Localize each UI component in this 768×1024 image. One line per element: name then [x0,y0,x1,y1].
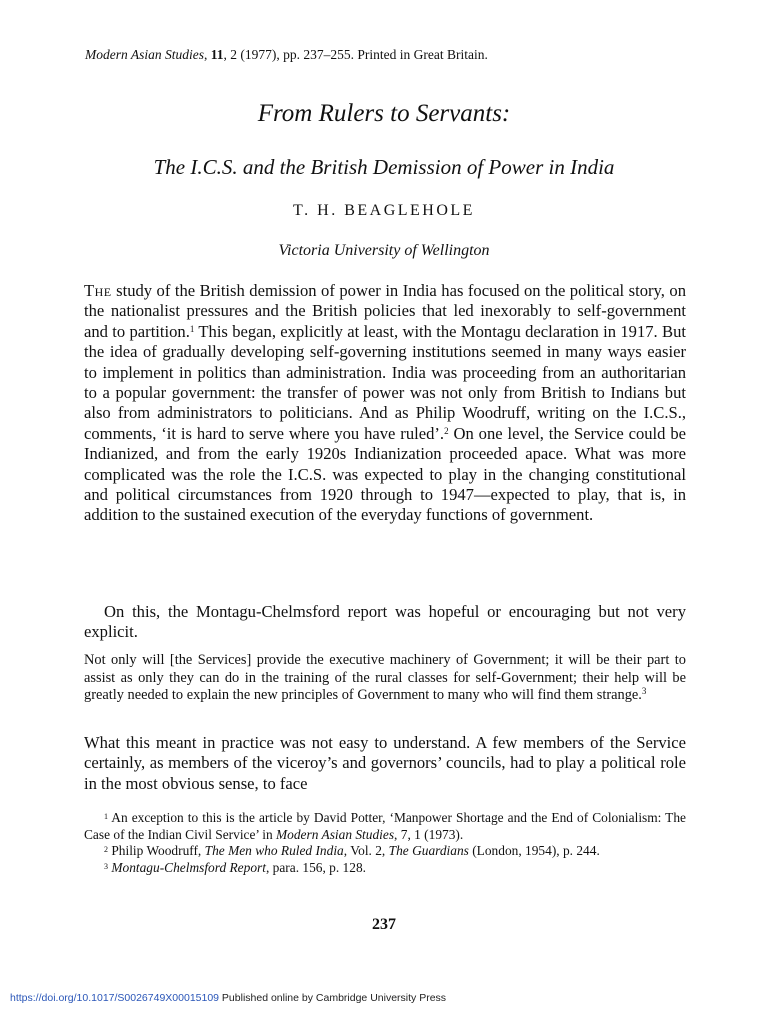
body-text: What this meant in practice was not easy to understand. A few members of the Service certainly, as members of the viceroy’s and governors’ councils, had to play a political role in the most obvious sense, to face [84,733,686,793]
footnote-italic: Modern Asian Studies [276,826,395,842]
footnote-ref-1[interactable]: 1 [189,323,195,334]
footnote-text: , Vol. 2, [343,843,389,859]
footnote-ref-3[interactable]: 3 [641,686,647,697]
body-paragraph-3 [84,733,686,794]
journal-issue-pages: , 2 (1977), pp. 237–255. Printed in Great Britain. [223,47,488,62]
article-author: T. H. BEAGLEHOLE [293,202,475,219]
footnote-italic: The Guardians [388,843,469,859]
footnote-text: Philip Woodruff, [108,843,205,859]
body-paragraph-2 [84,602,686,643]
footnote-2 [84,843,686,860]
body-text: On this, the Montagu-Chelmsford report was hopeful or encouraging but not very explicit. [84,602,686,642]
page-number: 237 [372,916,396,933]
body-text: On one level, the Service could be Indianized, and from the early 1920s Indianization proceeded apace. What was more complicated was the role the I.C.S. was expected to play in the changing constitutional and political circumstances from 1920 through to 1947—expected to play, that is, in addition to the sustained execution of the everyday functions of government. [84,423,687,525]
footnote-number: 3 [104,861,108,871]
published-online-text: Published online by Cambridge University Press [219,992,447,1004]
footnote-number: 1 [104,812,108,821]
footnote-text: , para. 156, p. 128. [265,859,366,875]
paragraph-lead-word: The [84,281,112,300]
author-affiliation: Victoria University of Wellington [278,242,490,259]
article-title: From Rulers to Servants: [257,100,511,127]
footnote-text: (London, 1954), p. 244. [468,843,600,859]
body-paragraph-1 [84,281,686,526]
journal-header: Modern Asian Studies, 11, 2 (1977), pp. 237–255. Printed in Great Britain. [85,47,488,62]
footnotes [84,810,686,876]
footnote-ref-2[interactable]: 2 [444,425,449,436]
block-quote [84,652,686,705]
footnote-italic: Montagu-Chelmsford Report [108,859,266,875]
footnote-text: An exception to this is the article by David Potter, ‘Manpower Shortage and the End of Colonialism: The Case of the Indian Civil Service’ in [84,810,686,842]
article-subtitle: The I.C.S. and the British Demission of Power in India [153,155,615,179]
journal-name: Modern Asian Studies [85,47,204,62]
doi-footer [10,992,446,1004]
footnote-italic: The Men who Ruled India [204,843,344,859]
body-text: This began, explicitly at least, with the Montagu declaration in 1917. But the idea of gradually developing self-governing institutions seemed in many ways easier to implement in politics than administration. India was proceeding from an authoritarian to a popular government: the transfer of power was not only from British to Indians but also from administrators to politicians. And as Philip Woodruff, writing on the I.C.S., comments, ‘it is hard to serve where you have ruled’. [84,321,686,443]
quote-text: Not only will [the Services] provide the executive machinery of Government; it will be their part to assist as only they can do in the training of the rural classes for self-Government; their help will be greatly needed to explain the new principles of Government to many who will find them strange. [84,652,686,704]
footnote-text: , 7, 1 (1973). [394,826,464,842]
doi-link[interactable]: https://doi.org/10.1017/S0026749X00015109 [10,992,220,1004]
footnote-1 [84,810,686,843]
journal-volume: 11 [210,47,224,62]
footnote-number: 2 [104,845,108,855]
footnote-3 [84,860,686,877]
body-text: study of the British demission of power in India has focused on the political story, on the nationalist pressures and the British policies that led inexorably to self-government and to partition. [84,281,686,341]
